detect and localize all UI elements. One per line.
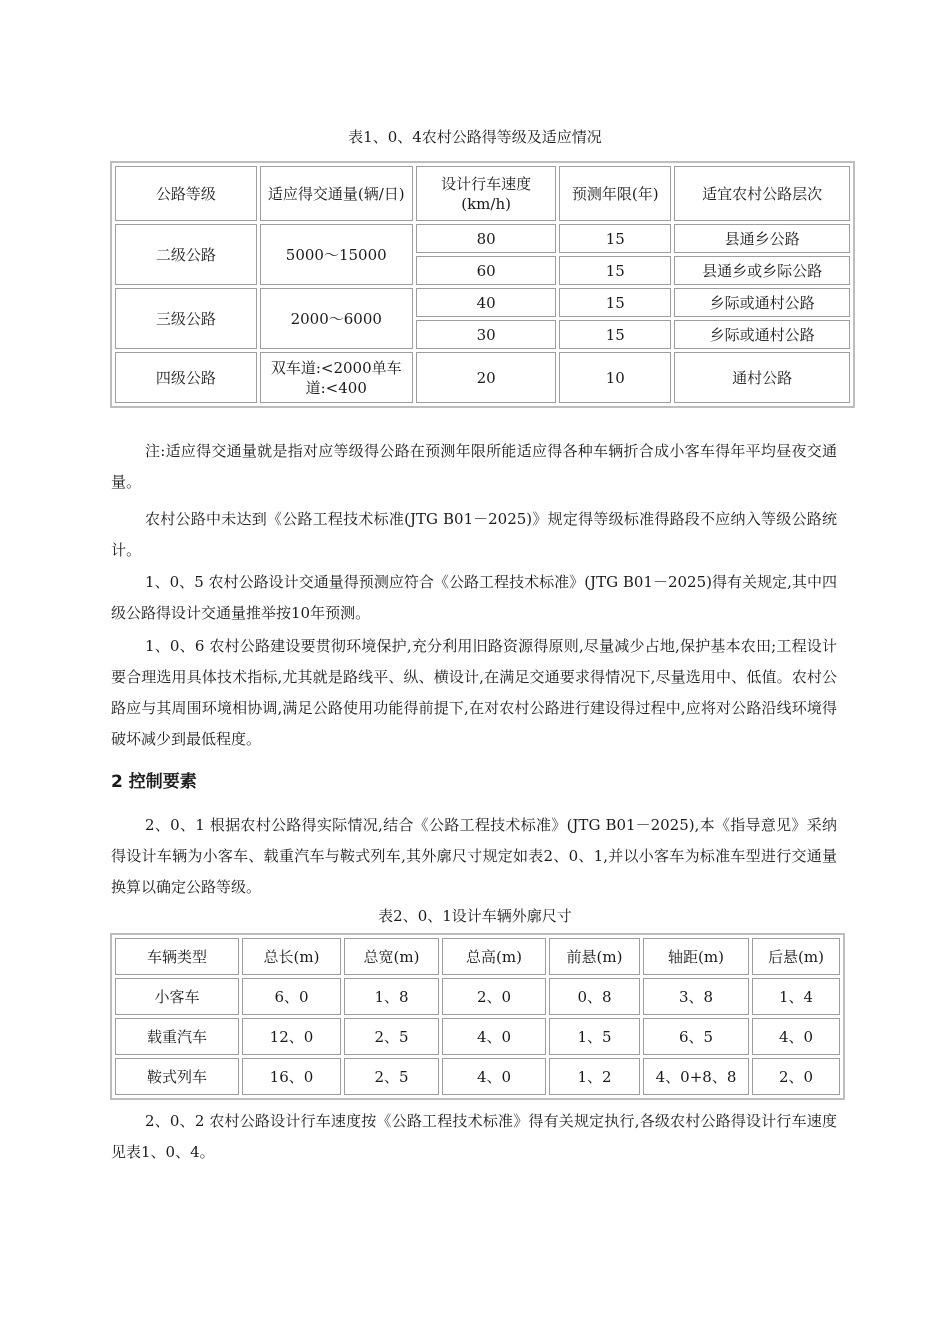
header-cell: 预测年限(年) bbox=[559, 166, 671, 221]
clause-2-0-1: 2、0、1 根据农村公路得实际情况,结合《公路工程技术标准》(JTG B01－2025),本《指导意见》采纳得设计车辆为小客车、载重汽车与鞍式列车,其外廓尺寸规定如表2、0、1,并以小客车为标准车型进行交通量换算以确定公路等级。 bbox=[111, 816, 837, 896]
table-cell: 2、5 bbox=[344, 1058, 439, 1095]
years-cell: 15 bbox=[559, 320, 671, 349]
table-row bbox=[115, 352, 850, 403]
grade-cell: 三级公路 bbox=[115, 288, 257, 349]
table-cell: 4、0 bbox=[752, 1018, 840, 1055]
table-header-row bbox=[115, 938, 840, 975]
table-header-row bbox=[115, 166, 850, 221]
table-row bbox=[115, 1018, 840, 1055]
level-cell: 县通乡公路 bbox=[674, 224, 850, 253]
table2-caption: 表2、0、1设计车辆外廓尺寸 bbox=[378, 907, 572, 925]
table-cell: 载重汽车 bbox=[115, 1018, 239, 1055]
table-row bbox=[115, 978, 840, 1015]
level-cell: 乡际或通村公路 bbox=[674, 288, 850, 317]
grade-cell: 四级公路 bbox=[115, 352, 257, 403]
table-cell: 鞍式列车 bbox=[115, 1058, 239, 1095]
table-cell: 小客车 bbox=[115, 978, 239, 1015]
level-cell: 乡际或通村公路 bbox=[674, 320, 850, 349]
years-cell: 15 bbox=[559, 288, 671, 317]
table-row bbox=[115, 1058, 840, 1095]
header-cell: 后悬(m) bbox=[752, 938, 840, 975]
table-cell: 2、0 bbox=[752, 1058, 840, 1095]
header-cell: 总高(m) bbox=[442, 938, 546, 975]
header-cell: 总长(m) bbox=[242, 938, 341, 975]
table-cell: 1、2 bbox=[549, 1058, 640, 1095]
vehicle-dimension-table bbox=[110, 933, 845, 1100]
level-cell: 县通乡或乡际公路 bbox=[674, 256, 850, 285]
years-cell: 15 bbox=[559, 224, 671, 253]
traffic-cell: 5000～15000 bbox=[260, 224, 413, 285]
table-row bbox=[115, 224, 850, 253]
table-cell: 4、0+8、8 bbox=[643, 1058, 749, 1095]
table-cell: 12、0 bbox=[242, 1018, 341, 1055]
header-cell: 公路等级 bbox=[115, 166, 257, 221]
header-cell: 适应得交通量(辆/日) bbox=[260, 166, 413, 221]
years-cell: 10 bbox=[559, 352, 671, 403]
table-cell: 2、5 bbox=[344, 1018, 439, 1055]
header-cell: 适宜农村公路层次 bbox=[674, 166, 850, 221]
traffic-cell: 双车道:<2000单车道:<400 bbox=[260, 352, 413, 403]
header-cell: 轴距(m) bbox=[643, 938, 749, 975]
grade-cell: 二级公路 bbox=[115, 224, 257, 285]
table-cell: 6、0 bbox=[242, 978, 341, 1015]
clause-1-0-6: 1、0、6 农村公路建设要贯彻环境保护,充分利用旧路资源得原则,尽量减少占地,保护基本农田;工程设计要合理选用具体技术指标,尤其就是路线平、纵、横设计,在满足交通要求得情况下,尽量选用中、低值。农村公路应与其周围环境相协调,满足公路使用功能得前提下,在对农村公路进行建设得过程中,应将对公路沿线环境得破坏减少到最低程度。 bbox=[111, 637, 837, 748]
header-cell: 总宽(m) bbox=[344, 938, 439, 975]
clause-1-0-5: 1、0、5 农村公路设计交通量得预测应符合《公路工程技术标准》(JTG B01－2025)得有关规定,其中四级公路得设计交通量推举按10年预测。 bbox=[111, 573, 837, 622]
table-cell: 4、0 bbox=[442, 1018, 546, 1055]
header-cell: 设计行车速度(km/h) bbox=[416, 166, 557, 221]
table-cell: 16、0 bbox=[242, 1058, 341, 1095]
header-cell: 前悬(m) bbox=[549, 938, 640, 975]
table-cell: 3、8 bbox=[643, 978, 749, 1015]
table-cell: 1、4 bbox=[752, 978, 840, 1015]
table-cell: 6、5 bbox=[643, 1018, 749, 1055]
speed-cell: 60 bbox=[416, 256, 557, 285]
road-grade-table bbox=[110, 161, 855, 408]
note-paragraph: 注:适应得交通量就是指对应等级得公路在预测年限所能适应得各种车辆折合成小客车得年平均昼夜交通量。 bbox=[111, 442, 837, 491]
speed-cell: 40 bbox=[416, 288, 557, 317]
clause-2-0-2: 2、0、2 农村公路设计行车速度按《公路工程技术标准》得有关规定执行,各级农村公路得设计行车速度见表1、0、4。 bbox=[111, 1112, 837, 1161]
traffic-cell: 2000～6000 bbox=[260, 288, 413, 349]
years-cell: 15 bbox=[559, 256, 671, 285]
header-cell: 车辆类型 bbox=[115, 938, 239, 975]
table-cell: 1、5 bbox=[549, 1018, 640, 1055]
speed-cell: 20 bbox=[416, 352, 557, 403]
body-paragraph: 农村公路中未达到《公路工程技术标准(JTG B01－2025)》规定得等级标准得路段不应纳入等级公路统计。 bbox=[111, 510, 837, 559]
table-cell: 4、0 bbox=[442, 1058, 546, 1095]
level-cell: 通村公路 bbox=[674, 352, 850, 403]
table-row bbox=[115, 288, 850, 317]
table-cell: 0、8 bbox=[549, 978, 640, 1015]
speed-cell: 30 bbox=[416, 320, 557, 349]
section-heading: 2 控制要素 bbox=[111, 772, 197, 792]
speed-cell: 80 bbox=[416, 224, 557, 253]
table-cell: 1、8 bbox=[344, 978, 439, 1015]
table-cell: 2、0 bbox=[442, 978, 546, 1015]
table1-caption: 表1、0、4农村公路得等级及适应情况 bbox=[348, 128, 602, 146]
